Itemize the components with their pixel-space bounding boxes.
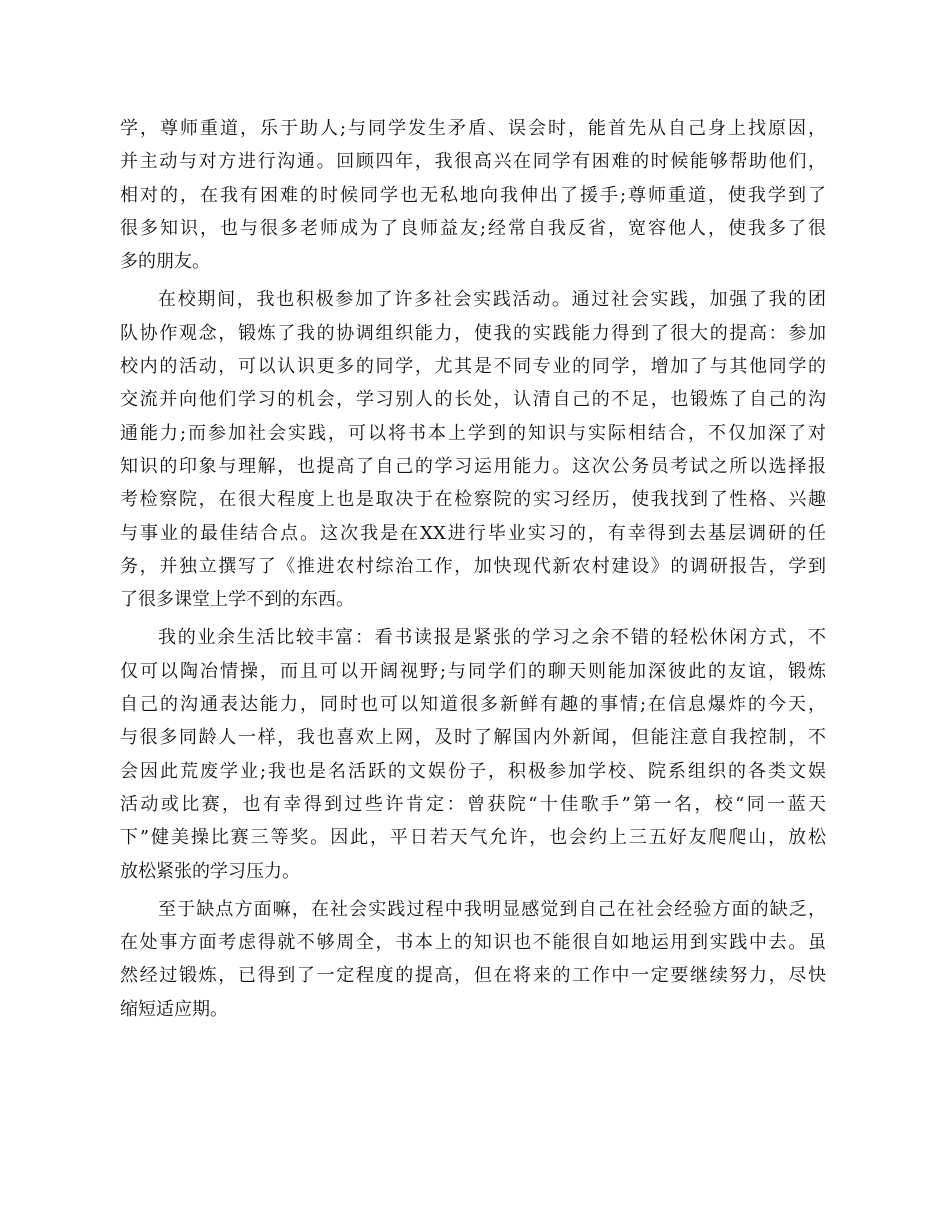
text-line: 与事业的最佳结合点。这次我是在XX进行毕业实习的，有幸得到去基层调研的任 — [120, 522, 826, 544]
text-line: 通能力;而参加社会实践，可以将书本上学到的知识与实际相结合，不仅加深了对 — [120, 422, 826, 444]
text-line: 缩短适应期。 — [120, 998, 228, 1020]
text-line: 在处事方面考虑得就不够周全，书本上的知识也不能很自如地运用到实践中去。虽 — [120, 932, 826, 954]
text-line: 了很多课堂上学不到的东西。 — [120, 589, 354, 611]
text-line: 至于缺点方面嘛，在社会实践过程中我明显感觉到自己在社会经验方面的缺乏， — [158, 898, 826, 920]
text-line: 会因此荒废学业;我也是名活跃的文娱份子，积极参加学校、院系组织的各类文娱 — [120, 760, 826, 782]
text-line: 在校期间，我也积极参加了许多社会实践活动。通过社会实践，加强了我的团 — [158, 289, 826, 311]
text-line: 多的朋友。 — [120, 251, 210, 273]
document-body — [120, 112, 826, 1031]
text-line: 活动或比赛，也有幸得到过些许肯定：曾获院“十佳歌手”第一名，校“同一蓝天 — [120, 793, 826, 815]
text-line: 放松紧张的学习压力。 — [120, 860, 300, 882]
text-line: 考检察院，在很大程度上也是取决于在检察院的实习经历，使我找到了性格、兴趣 — [120, 489, 826, 511]
paragraph-1 — [120, 112, 826, 278]
paragraph-4 — [120, 893, 826, 1026]
text-line: 然经过锻炼，已得到了一定程度的提高，但在将来的工作中一定要继续努力，尽快 — [120, 965, 826, 987]
paragraph-3 — [120, 621, 826, 887]
text-line: 下”健美操比赛三等奖。因此，平日若天气允许，也会约上三五好友爬爬山，放松 — [120, 827, 826, 849]
text-line: 务，并独立撰写了《推进农村综治工作，加快现代新农村建设》的调研报告，学到 — [120, 555, 826, 577]
text-line: 队协作观念，锻炼了我的协调组织能力，使我的实践能力得到了很大的提高：参加 — [120, 322, 826, 344]
text-line: 相对的，在我有困难的时候同学也无私地向我伸出了援手;尊师重道，使我学到了 — [120, 184, 826, 206]
text-line: 与很多同龄人一样，我也喜欢上网，及时了解国内外新闻，但能注意自我控制，不 — [120, 727, 826, 749]
paragraph-2 — [120, 283, 826, 616]
text-line: 校内的活动，可以认识更多的同学，尤其是不同专业的同学，增加了与其他同学的 — [120, 356, 826, 378]
text-line: 我的业余生活比较丰富：看书读报是紧张的学习之余不错的轻松休闲方式，不 — [158, 627, 826, 649]
text-line: 很多知识，也与很多老师成为了良师益友;经常自我反省，宽容他人，使我多了很 — [120, 217, 826, 239]
text-line: 仅可以陶冶情操，而且可以开阔视野;与同学们的聊天则能加深彼此的友谊，锻炼 — [120, 660, 826, 682]
text-line: 学，尊师重道，乐于助人;与同学发生矛盾、误会时，能首先从自己身上找原因， — [120, 118, 826, 139]
text-line: 交流并向他们学习的机会，学习别人的长处，认清自己的不足，也锻炼了自己的沟 — [120, 389, 826, 411]
text-line: 自己的沟通表达能力，同时也可以知道很多新鲜有趣的事情;在信息爆炸的今天， — [120, 694, 826, 716]
text-line: 并主动与对方进行沟通。回顾四年，我很高兴在同学有困难的时候能够帮助他们， — [120, 151, 826, 173]
text-line: 知识的印象与理解，也提高了自己的学习运用能力。这次公务员考试之所以选择报 — [120, 455, 826, 477]
